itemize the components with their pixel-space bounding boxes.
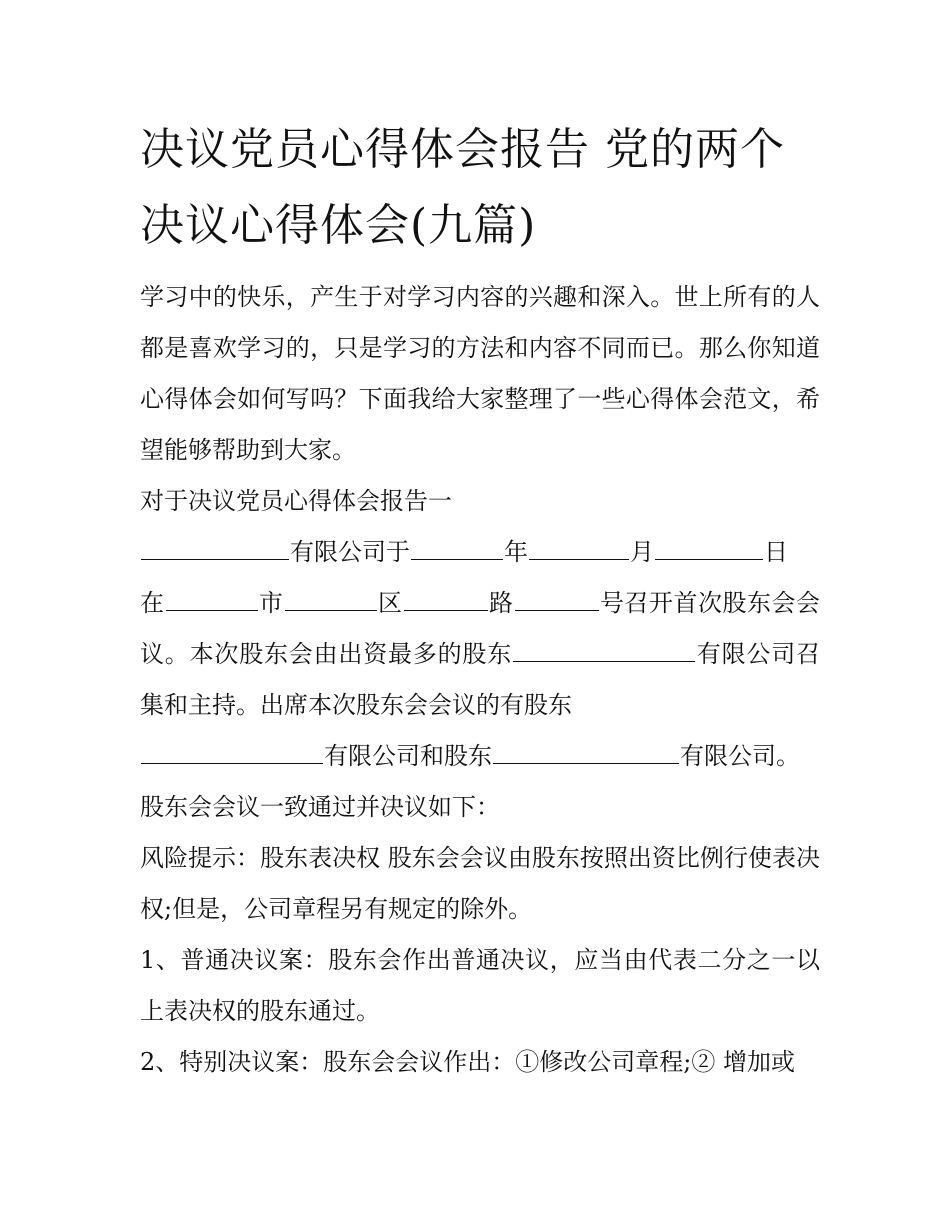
blank-year <box>411 537 503 560</box>
meeting-text: 月 <box>630 538 654 566</box>
meeting-text: 有限公司。 <box>680 742 800 770</box>
blank-month <box>529 537 629 560</box>
blank-number <box>515 588 599 611</box>
blank-company <box>141 537 289 560</box>
intro-paragraph: 学习中的快乐，产生于对学习内容的兴趣和深入。世上所有的人都是喜欢学习的，只是学习的方法和内容不同而已。那么你知道心得体会如何写吗？下面我给大家整理了一些心得体会范文，希望能够帮助到大家。 <box>140 283 820 464</box>
meeting-text: 在 <box>140 589 165 617</box>
blank-city <box>166 588 258 611</box>
document-page <box>140 112 820 1088</box>
risk-paragraph: 风险提示：股东表决权 股东会会议由股东按照出资比例行使表决权;但是，公司章程另有规定的除外。 <box>140 844 820 923</box>
meeting-text: 有限公司于 <box>290 538 410 566</box>
meeting-text: 年 <box>504 538 528 566</box>
blank-shareholder-2 <box>493 741 679 764</box>
meeting-text: 号召开首次股东会会议。本次股东会由出资最多的股东 <box>140 589 820 668</box>
blank-shareholder-1 <box>141 741 323 764</box>
meeting-text: 有限公司和股东 <box>324 742 492 770</box>
meeting-paragraph <box>140 527 820 782</box>
document-title: 决议党员心得体会报告 党的两个决议心得体会(九篇) <box>140 124 785 251</box>
item-2: 2、特别决议案：股东会会议作出：①修改公司章程;② 增加或 <box>140 1048 795 1076</box>
blank-day <box>655 537 763 560</box>
item-1: 1、普通决议案：股东会作出普通决议，应当由代表二分之一以上表决权的股东通过。 <box>140 946 820 1025</box>
resolution-intro: 股东会会议一致通过并决议如下： <box>140 793 500 821</box>
blank-district <box>285 588 377 611</box>
blank-road <box>404 588 488 611</box>
meeting-text: 路 <box>488 589 514 617</box>
section-heading: 对于决议党员心得体会报告一 <box>140 487 452 515</box>
meeting-text: 有限公司召集和主持。出席本次股东会会议的有股东 <box>140 640 820 719</box>
meeting-text: 市 <box>258 589 284 617</box>
blank-convener <box>513 639 695 662</box>
meeting-text: 日 <box>764 538 788 566</box>
meeting-text: 区 <box>377 589 403 617</box>
